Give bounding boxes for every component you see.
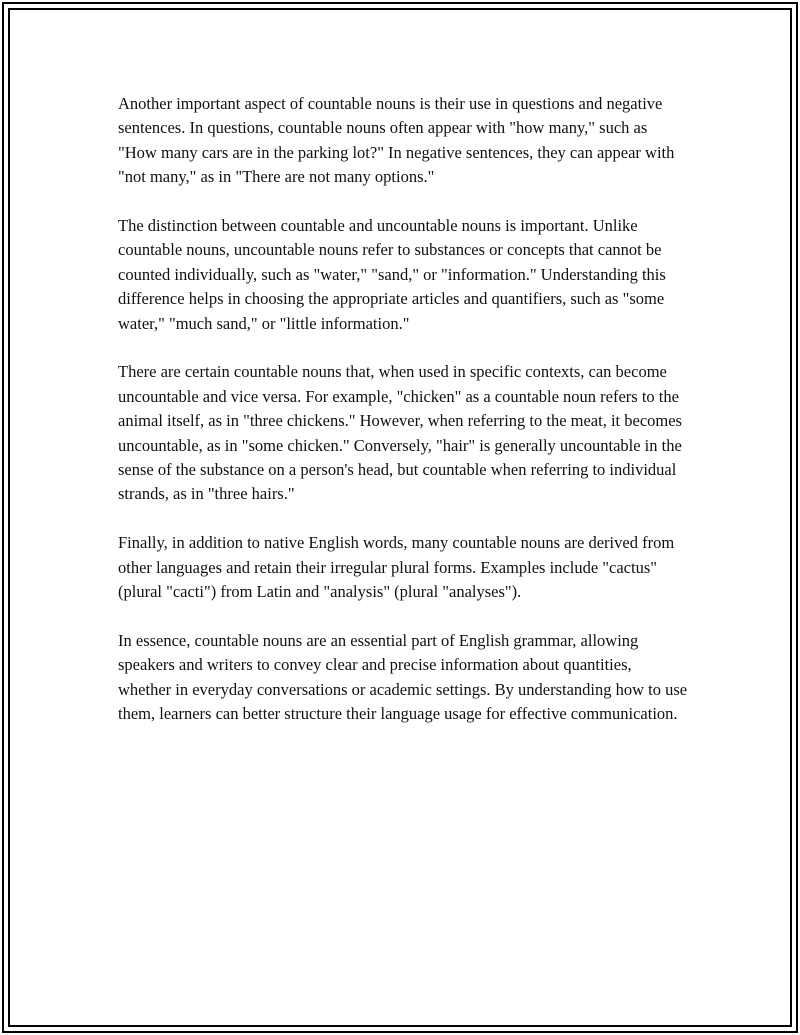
paragraph-questions-negatives: Another important aspect of countable nouns is their use in questions and negative sentences. In questions, countable nouns often appear with "how many," such as "How many cars are in the parking lot?" In negative sentences, they can appear with "not many," as in "There are not many options." xyxy=(118,94,675,187)
paragraph-borrowed-plurals: Finally, in addition to native English words, many countable nouns are derived from other languages and retain their irregular plural forms. Examples include "cactus" (plural "cacti") from Latin and "analysis" (plural "analyses"). xyxy=(118,533,675,602)
paragraph-context-switching: There are certain countable nouns that, when used in specific contexts, can become uncountable and vice versa. For example, "chicken" as a countable noun refers to the animal itself, as in "three chickens." However, when referring to the meat, it becomes uncountable, as in "some chicken." Conversely, "hair" is generally uncountable in the sense of the substance on a person's head, but countable when referring to individual strands, as in "three hairs." xyxy=(118,362,682,504)
document-body xyxy=(118,92,688,751)
paragraph-countable-vs-uncountable: The distinction between countable and uncountable nouns is important. Unlike countable nouns, uncountable nouns refer to substances or concepts that cannot be counted individually, such as "water," "sand," or "information." Understanding this difference helps in choosing the appropriate articles and quantifiers, such as "some water," "much sand," or "little information." xyxy=(118,216,666,333)
paragraph-conclusion: In essence, countable nouns are an essential part of English grammar, allowing speakers and writers to convey clear and precise information about quantities, whether in everyday conversations or academic settings. By understanding how to use them, learners can better structure their language usage for effective communication. xyxy=(118,630,688,724)
